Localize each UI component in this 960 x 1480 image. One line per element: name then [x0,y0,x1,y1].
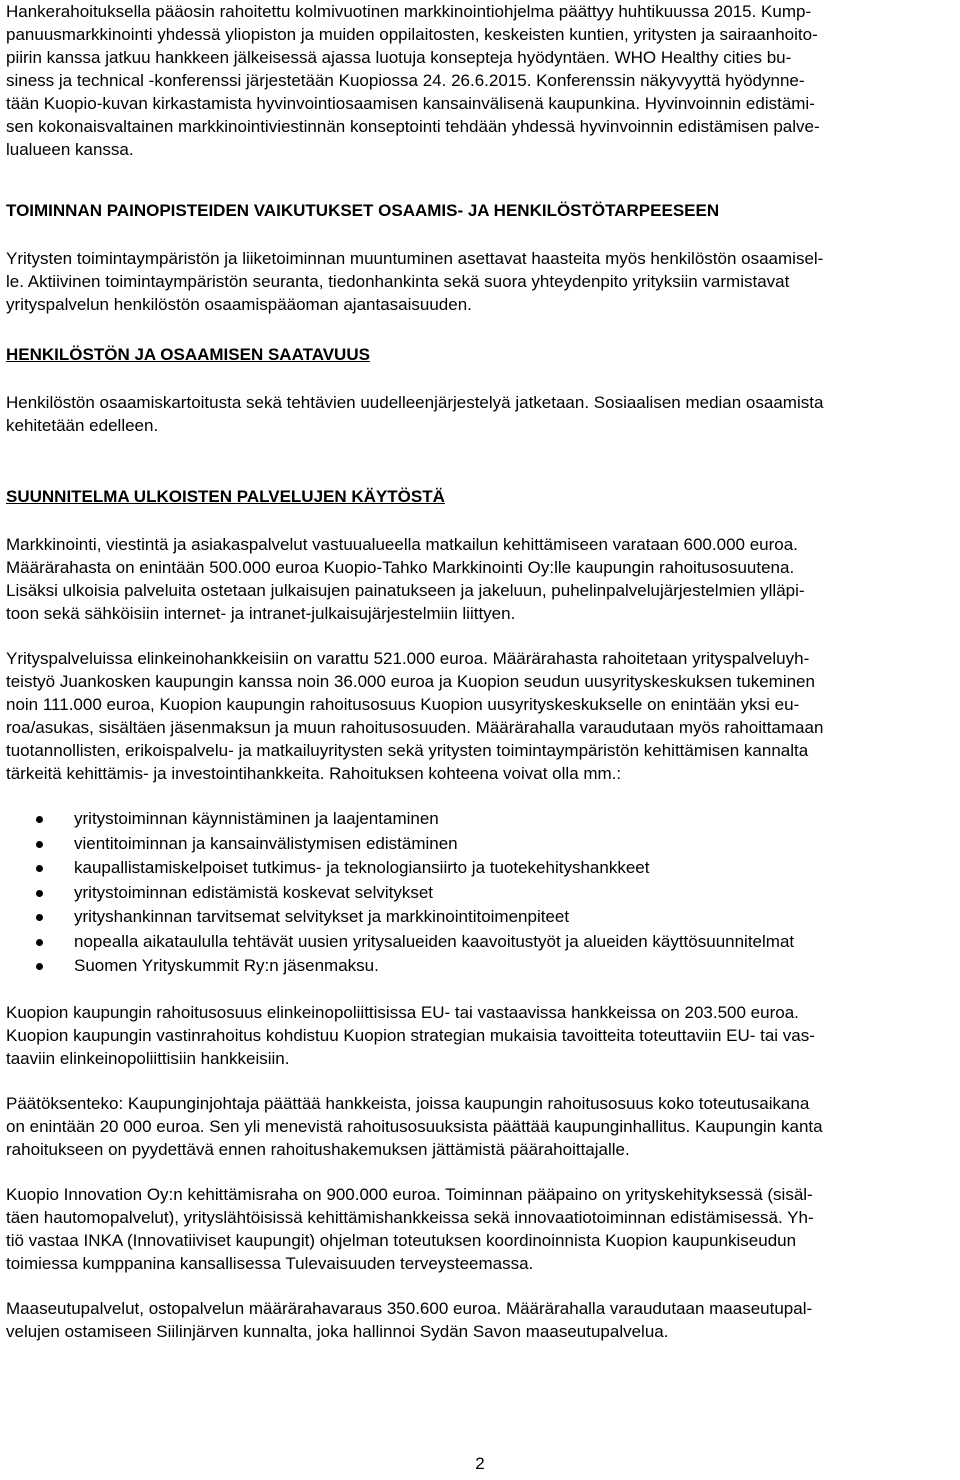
text-line: piirin kanssa jatkuu hankkeen jälkeisessä ajassa luotuja konsepteja hyödyntäen. WHO Healthy cities bu- [6,48,792,67]
text-line: Maaseutupalvelut, ostopalvelun määrärahavaraus 350.600 euroa. Määrärahalla varaudutaan maaseutupal- [6,1298,813,1318]
section-heading-external-services: SUUNNITELMA ULKOISTEN PALVELUJEN KÄYTÖSTÄ [6,487,445,506]
text-line: tärkeitä kehittämis- ja investointihankkeita. Rahoituksen kohteena voivat olla mm.: [6,764,622,783]
text-line: toimiessa kumppanina kansallisessa Tulevaisuuden terveysteemassa. [6,1253,534,1273]
text-line: Hankerahoituksella pääosin rahoitettu kolmivuotinen markkinointiohjelma päättyy huhtikuussa 2015. Kump- [6,2,812,21]
section-heading-staff-availability: HENKILÖSTÖN JA OSAAMISEN SAATAVUUS [6,345,370,364]
decision-making-paragraph [6,1092,952,1161]
text-line: Päätöksenteko: Kaupunginjohtaja päättää hankkeista, joissa kaupungin rahoitusosuus koko toteutusaikana [6,1093,810,1113]
list-item: nopealla aikataululla tehtävät uusien yritysalueiden kaavoitustyöt ja alueiden käyttösuunnitelmat [6,930,952,955]
text-line: taaviin elinkeinopoliittisiin hankkeisiin. [6,1048,290,1068]
text-line: lualueen kanssa. [6,140,134,159]
text-line: kehitetään edelleen. [6,416,159,435]
list-item: yritystoiminnan edistämistä koskevat selvitykset [6,881,952,906]
text-line: rahoitukseen on pyydettävä ennen rahoitushakemuksen jättämistä päärahoittajalle. [6,1139,630,1159]
eu-funding-paragraph [6,1001,952,1070]
text-line: tään Kuopio-kuvan kirkastamista hyvinvointiosaamisen kansainvälisenä kaupunkina. Hyvinvoinnin edistämi- [6,94,815,113]
page-number: 2 [475,1454,485,1473]
list-item: kaupallistamiskelpoiset tutkimus- ja teknologiansiirto ja tuotekehityshankkeet [6,856,952,881]
bullet-icon [36,914,43,921]
text-line: velujen ostamiseen Siilinjärven kunnalta, joka hallinnoi Sydän Savon maaseutupalvelua. [6,1321,669,1341]
text-line: tiö vastaa INKA (Innovatiiviset kaupungit) ohjelman toteutuksen koordinoinnista Kuopion kaupunkiseudun [6,1230,797,1250]
text-line: Lisäksi ulkoisia palveluita ostetaan julkaisujen painatukseen ja jakeluun, puhelinpalvelujärjestelmien ylläpi- [6,581,805,600]
text-line: Kuopion kaupungin vastinrahoitus kohdistuu Kuopion strategian mukaisia tavoitteita toteuttaviin EU- tai vas- [6,1025,815,1045]
rural-services-paragraph [6,1297,952,1343]
text-line: Kuopio Innovation Oy:n kehittämisraha on 900.000 euroa. Toiminnan pääpaino on yrityskehityksessä (sisäl- [6,1184,813,1204]
text-line: Yritysten toimintaympäristön ja liiketoiminnan muuntuminen asettavat haasteita myös henkilöstön osaamisel- [6,249,824,268]
section-heading-impacts: TOIMINNAN PAINOPISTEIDEN VAIKUTUKSET OSAAMIS- JA HENKILÖSTÖTARPEESEEN [6,201,720,220]
text-line: panuusmarkkinointi yhdessä yliopiston ja muiden oppilaitosten, keskeisten kuntien, yritysten ja sairaanhoito- [6,25,818,44]
text-line: Markkinointi, viestintä ja asiakaspalvelut vastuualueella matkailun kehittämiseen varataan 600.000 euroa. [6,535,798,554]
text-line: Henkilöstön osaamiskartoitusta sekä tehtävien uudelleenjärjestelyä jatketaan. Sosiaalisen median osaamista [6,393,824,412]
text-line: siness ja technical -konferenssi järjestetään Kuopiossa 24. 26.6.2015. Konferenssin näkyvyyttä hyödynne- [6,71,805,90]
bullet-icon [36,816,43,823]
text-line: le. Aktiivinen toimintaympäristön seuranta, tiedonhankinta sekä suora yhteydenpito yrityksiin varmistavat [6,272,790,291]
text-line: noin 111.000 euroa, Kuopion kaupungin rahoitusosuus Kuopion uusyrityskeskukselle on enintään yksi eu- [6,695,800,714]
text-line: on enintään 20 000 euroa. Sen yli menevistä rahoitusosuuksista päättää kaupunginhallitus. Kaupungin kanta [6,1116,823,1136]
list-item: yrityshankinnan tarvitsemat selvitykset ja markkinointitoimenpiteet [6,905,952,930]
impacts-paragraph [6,247,952,316]
text-line: Määrärahasta on enintään 500.000 euroa Kuopio-Tahko Markkinointi Oy:lle kaupungin rahoitusosuutena. [6,558,795,577]
text-line: teistyö Juankosken kaupungin kanssa noin 36.000 euroa ja Kuopion seudun uusyrityskeskuksen tukeminen [6,672,815,691]
marketing-paragraph [6,533,952,625]
list-item: yritystoiminnan käynnistäminen ja laajentaminen [6,807,952,832]
text-line: täen hautomopalvelut), yrityslähtöisissä kehittämishankkeissa sekä innovaatiotoiminnan edistämisessä. Yh- [6,1207,814,1227]
bullet-icon [36,865,43,872]
kuopio-innovation-paragraph [6,1183,952,1275]
text-line: tuotannollisten, erikoispalvelu- ja matkailuyritysten sekä yritysten toimintaympäristön kehittämisen kannalta [6,741,809,760]
text-line: Kuopion kaupungin rahoitusosuus elinkeinopoliittisissa EU- tai vastaavissa hankkeissa on 203.500 euroa. [6,1002,799,1022]
list-item: Suomen Yrityskummit Ry:n jäsenmaksu. [6,954,952,979]
bullet-icon [36,939,43,946]
text-line: yrityspalvelun henkilöstön osaamispääoman ajantasaisuuden. [6,295,472,314]
text-line: toon sekä sähköisiin internet- ja intranet-julkaisujärjestelmiin liittyen. [6,604,516,623]
document-page [6,0,952,1343]
bullet-icon [36,890,43,897]
list-item: vientitoiminnan ja kansainvälistymisen edistäminen [6,832,952,857]
funding-targets-list [6,807,952,979]
staff-availability-paragraph [6,391,952,437]
intro-paragraph [6,0,952,161]
text-line: sen kokonaisvaltainen markkinointiviestinnän konseptointi tehdään yhdessä hyvinvoinnin edistämisen palve- [6,117,820,136]
bullet-icon [36,963,43,970]
text-line: Yrityspalveluissa elinkeinohankkeisiin on varattu 521.000 euroa. Määrärahasta rahoitetaan yrityspalveluyh- [6,649,810,668]
bullet-icon [36,841,43,848]
text-line: roa/asukas, sisältäen jäsenmaksun ja muun rahoitusosuuden. Määrärahalla varaudutaan myös rahoittamaan [6,718,824,737]
business-services-paragraph [6,647,952,785]
